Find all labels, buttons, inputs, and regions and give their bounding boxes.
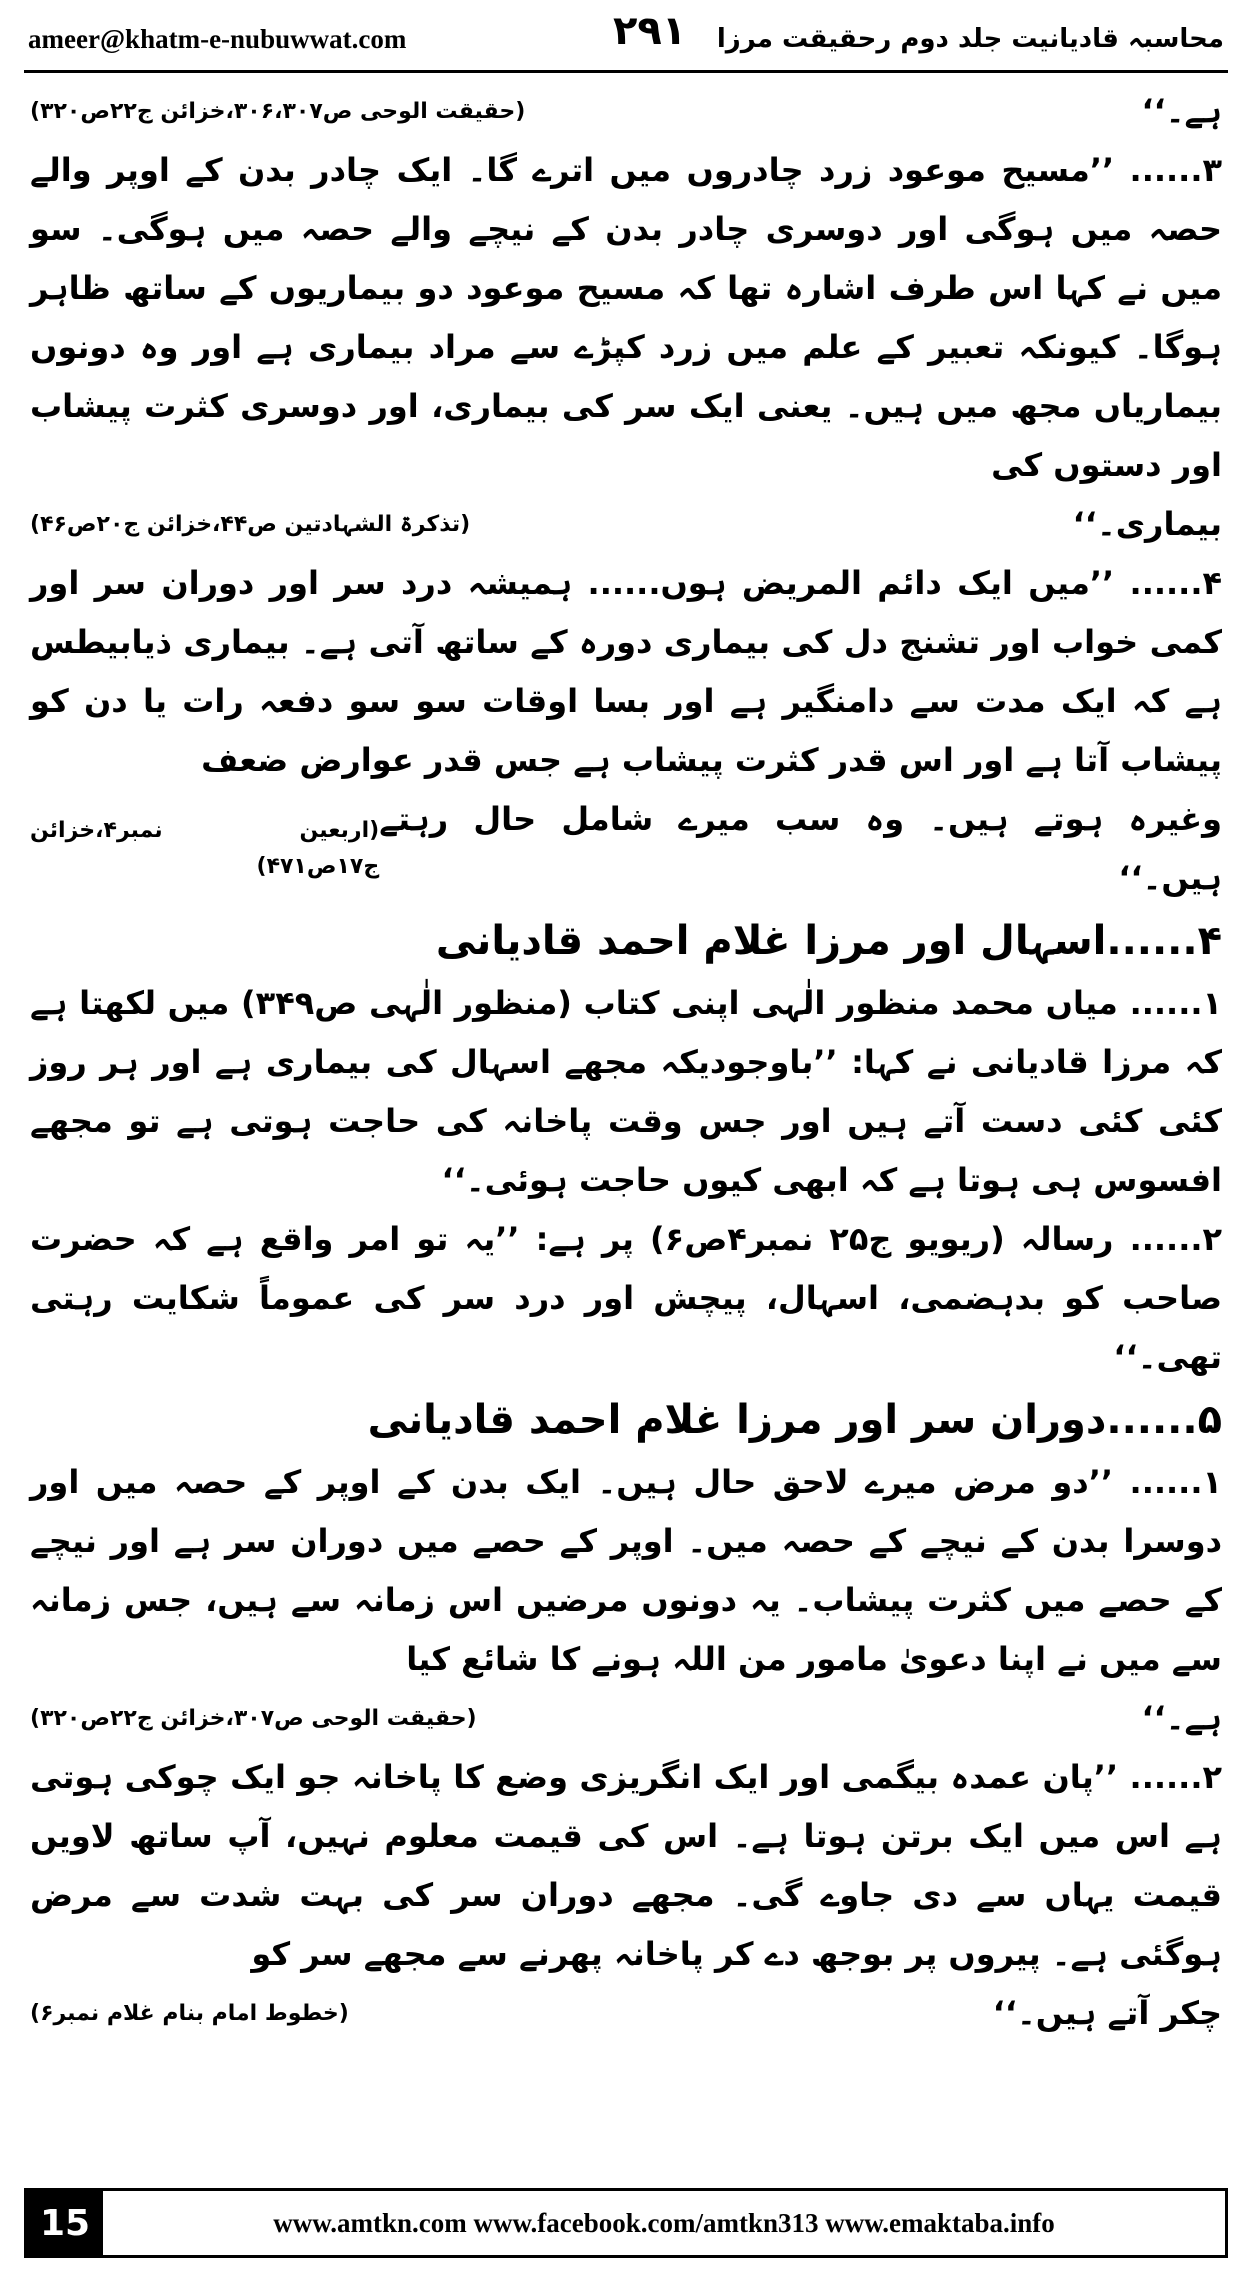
paragraph <box>30 1748 1222 1984</box>
paragraph-text: میاں محمد منظور الٰہی اپنی کتاب (منظور الٰہی ص۳۴۹) میں لکھتا ہے کہ مرزا قادیانی نے کہا: ’’باوجودیکہ مجھے اسہال کی بیماری ہے اور ہر روز کئی کئی دست آتے ہیں اور جس وقت پاخانہ کی حاجت ہوتی ہے تو مجھے افسوس ہی ہوتا ہے کہ ابھی کیوں حاجت ہوئی۔‘‘ <box>30 984 1222 1199</box>
paragraph-end-text: ہے۔‘‘ <box>1141 1699 1222 1737</box>
paragraph-text: رسالہ (ریویو ج۲۵ نمبر۴ص۶) پر ہے: ’’یہ تو امر واقع ہے کہ حضرت صاحب کو بدہضمی، اسہال، پیچش اور درد سر کی عموماً شکایت رہتی تھی۔‘‘ <box>30 1220 1222 1376</box>
paragraph-text: ’’پان عمدہ بیگمی اور ایک انگریزی وضع کا پاخانہ جو ایک چوکی ہوتی ہے اس میں ایک برتن ہوتا ہے۔ اس کی قیمت معلوم نہیں، آپ ساتھ لاویں قیمت یہاں سے دی جاوے گی۔ مجھے دوران سر کی بہت شدت سے مرض ہوگئی ہے۔ پیروں پر بوجھ دے کر پاخانہ پھرنے سے مجھے سر کو <box>30 1758 1222 1973</box>
reference: (حقیقت الوحی ص۳۰۶،۳۰۷،خزائن ج۲۲ص۳۲۰) <box>30 98 526 124</box>
reference: (خطوط امام بنام غلام نمبر۶) <box>30 2000 349 2026</box>
paragraph-end-text: چکر آتے ہیں۔‘‘ <box>992 1994 1222 2032</box>
paragraph-end-text: وغیرہ ہوتے ہیں۔ وہ سب میرے شامل حال رہتے ہیں۔‘‘ <box>379 800 1222 897</box>
paragraph-end-line <box>30 790 1222 908</box>
paragraph-end-line <box>30 1689 1222 1748</box>
paragraph <box>30 1453 1222 1689</box>
paragraph-number: ۱...... <box>1129 1463 1223 1501</box>
paragraph-end-line <box>30 82 1222 141</box>
paragraph-number: ۲...... <box>1129 1220 1223 1258</box>
reference: (حقیقت الوحی ص۳۰۷،خزائن ج۲۲ص۳۲۰) <box>30 1705 477 1731</box>
header-email: ameer@khatm-e-nubuwwat.com <box>28 23 407 54</box>
paragraph <box>30 1210 1222 1387</box>
paragraph <box>30 141 1222 495</box>
paragraph-text: ’’میں ایک دائم المریض ہوں...... ہمیشہ درد سر اور دوران سر اور کمی خواب اور تشنج دل کی بیماری دورہ کے ساتھ آتی ہے۔ بیماری ذیابیطس ہے کہ ایک مدت سے دامنگیر ہے اور بسا اوقات سو سو دفعہ رات یا دن کو پیشاب آتا ہے اور اس قدر کثرت پیشاب ہے جس قدر عوارض ضعف <box>30 564 1222 779</box>
reference: (اربعین نمبر۴،خزائن ج۱۷ص۴۷۱) <box>30 818 380 879</box>
paragraph-number: ۳...... <box>1129 151 1223 189</box>
paragraph-number: ۴...... <box>1129 564 1223 602</box>
header-rule <box>24 70 1228 73</box>
paragraph-end-text: بیماری۔‘‘ <box>1072 505 1222 543</box>
paragraph-number: ۲...... <box>1129 1758 1223 1796</box>
paragraph-end-line <box>30 495 1222 554</box>
page-body <box>30 82 1222 2162</box>
paragraph-text: ’’دو مرض میرے لاحق حال ہیں۔ ایک بدن کے اوپر کے حصہ میں اور دوسرا بدن کے نیچے کے حصہ میں۔ اوپر کے حصے میں دوران سر ہے اور نیچے کے حصے میں کثرت پیشاب۔ یہ دونوں مرضیں اس زمانہ سے ہیں، جس زمانہ سے میں نے اپنا دعویٰ مامور من اللہ ہونے کا شائع کیا <box>30 1463 1222 1678</box>
paragraph-end-text: ہے۔‘‘ <box>1141 92 1222 130</box>
footer-page-number: 15 <box>27 2191 103 2255</box>
section-heading: ۵......دوران سر اور مرزا غلام احمد قادیانی <box>367 1397 1222 1443</box>
page-header <box>28 10 1224 68</box>
reference: (تذکرۃ الشہادتین ص۴۴،خزائن ج۲۰ص۴۶) <box>30 511 471 537</box>
paragraph-text: ’’مسیح موعود زرد چادروں میں اترے گا۔ ایک چادر بدن کے اوپر والے حصہ میں ہوگی اور دوسری چادر بدن کے نیچے والے حصہ میں ہوگی۔ سو میں نے کہا اس طرف اشارہ تھا کہ مسیح موعود دو بیماریوں کے ساتھ ظاہر ہوگا۔ کیونکہ تعبیر کے علم میں زرد کپڑے سے مراد بیماری ہے اور وہ دونوں بیماریاں مجھ میں ہیں۔ یعنی ایک سر کی بیماری، اور دوسری کثرت پیشاب اور دستوں کی <box>30 151 1222 484</box>
paragraph-end-line <box>30 1984 1222 2043</box>
header-title: محاسبہ قادیانیت جلد دوم رحقیقت مرزا <box>716 24 1224 54</box>
header-page-number: ۲۹۱ <box>613 8 687 54</box>
footer-links: www.amtkn.com www.facebook.com/amtkn313 www.emaktaba.info <box>273 2207 1055 2238</box>
paragraph-number: ۱...... <box>1129 984 1223 1022</box>
paragraph <box>30 554 1222 790</box>
section-heading: ۴......اسہال اور مرزا غلام احمد قادیانی <box>435 918 1222 964</box>
paragraph <box>30 974 1222 1210</box>
page-footer <box>24 2188 1228 2258</box>
